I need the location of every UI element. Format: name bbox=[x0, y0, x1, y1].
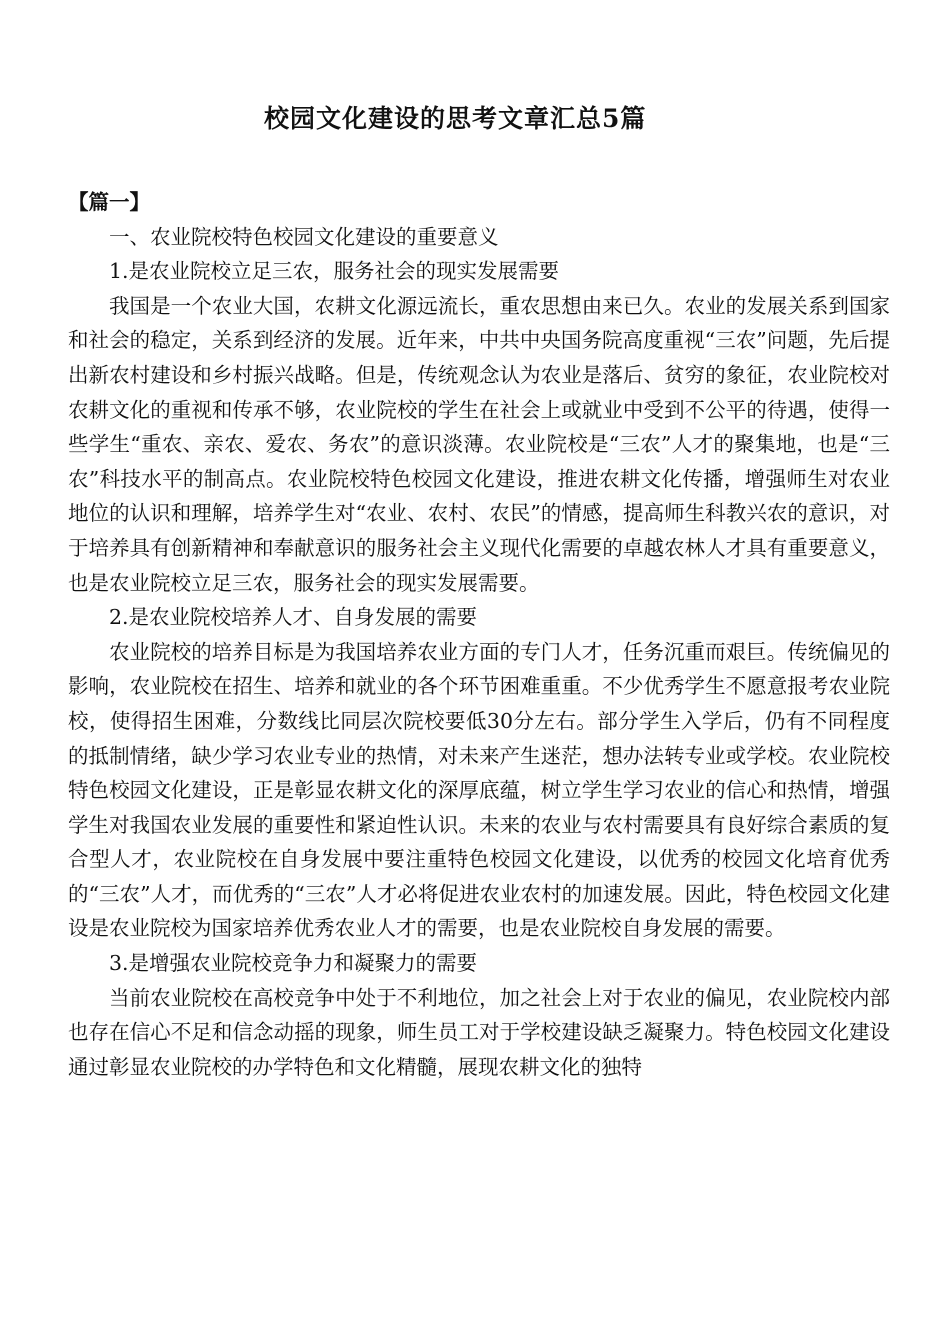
document-title: 校园文化建设的思考文章汇总5篇 bbox=[264, 104, 647, 133]
subheading-2: 2.是农业院校培养人才、自身发展的需要 bbox=[109, 605, 478, 630]
section-heading: 一、农业院校特色校园文化建设的重要意义 bbox=[109, 224, 499, 249]
document-page bbox=[68, 0, 890, 1084]
paragraph-1: 我国是一个农业大国，农耕文化源远流长，重农思想由来已久。农业的发展关系到国家和社会的稳定，关系到经济的发展。近年来，中共中央国务院高度重视“三农”问题，先后提出新农村建设和乡村振兴战略。但是，传统观念认为农业是落后、贫穷的象征，农业院校对农耕文化的重视和传承不够，农业院校的学生在社会上或就业中受到不公平的待遇，使得一些学生“重农、亲农、爱农、务农”的意识淡薄。农业院校是“三农”人才的聚集地，也是“三农”科技水平的制高点。农业院校特色校园文化建设，推进农耕文化传播，增强师生对农业地位的认识和理解，培养学生对“农业、农村、农民”的情感，提高师生科教兴农的意识，对于培养具有创新精神和奉献意识的服务社会主义现代化需要的卓越农林人才具有重要意义，也是农业院校立足三农，服务社会的现实发展需要。 bbox=[68, 293, 890, 595]
paragraph-3: 当前农业院校在高校竞争中处于不利地位，加之社会上对于农业的偏见，农业院校内部也存在信心不足和信念动摇的现象，师生员工对于学校建设缺乏凝聚力。特色校园文化建设通过彰显农业院校的办学特色和文化精髓，展现农耕文化的独特 bbox=[68, 985, 890, 1079]
subheading-3: 3.是增强农业院校竞争力和凝聚力的需要 bbox=[109, 951, 478, 976]
subheading-1: 1.是农业院校立足三农，服务社会的现实发展需要 bbox=[109, 259, 560, 284]
paragraph-2: 农业院校的培养目标是为我国培养农业方面的专门人才，任务沉重而艰巨。传统偏见的影响，农业院校在招生、培养和就业的各个环节困难重重。不少优秀学生不愿意报考农业院校，使得招生困难，分数线比同层次院校要低30分左右。部分学生入学后，仍有不同程度的抵制情绪，缺少学习农业专业的热情，对未来产生迷茫，想办法转专业或学校。农业院校特色校园文化建设，正是彰显农耕文化的深厚底蕴，树立学生学习农业的信心和热情，增强学生对我国农业发展的重要性和紧迫性认识。未来的农业与农村需要具有良好综合素质的复合型人才，农业院校在自身发展中要注重特色校园文化建设，以优秀的校园文化培育优秀的“三农”人才，而优秀的“三农”人才必将促进农业农村的加速发展。因此，特色校园文化建设是农业院校为国家培养优秀农业人才的需要，也是农业院校自身发展的需要。 bbox=[68, 639, 890, 941]
section-marker: 【篇一】 bbox=[68, 190, 150, 214]
document-body bbox=[68, 185, 890, 1084]
